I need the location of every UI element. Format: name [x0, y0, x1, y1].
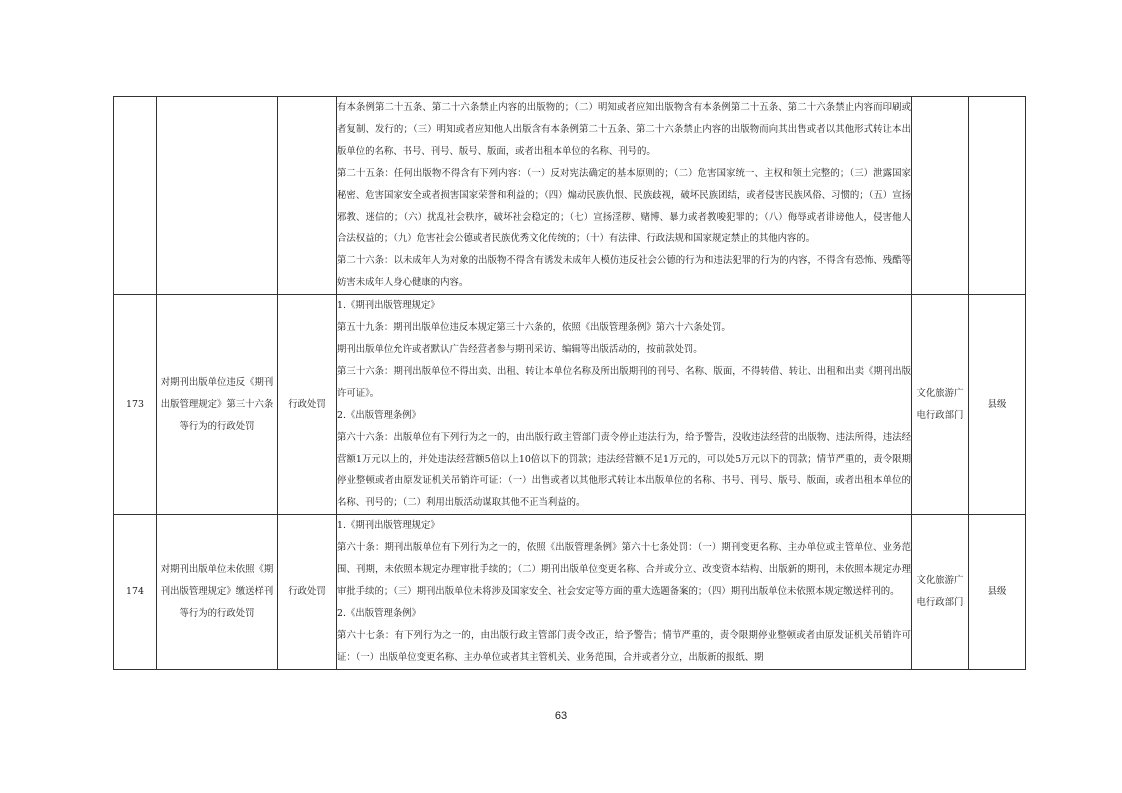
row-number-cell: 173	[114, 295, 157, 515]
legal-basis-paragraph: 第六十条：期刊出版单位有下列行为之一的，依照《出版管理条例》第六十七条处罚：（一）期刊变更名称、主办单位或主管单位、业务范围、刊期，未依照本规定办理审批手续的；（二）期刊出版单位变更名称、合并或分立、改变资本结构、出版新的期刊，未依照本规定办理审批手续的；（三）期刊出版单位未将涉及国家安全、社会安定等方面的重大选题备案的；（四）期刊出版单位未依照本规定缴送样刊的。	[337, 542, 911, 597]
item-name-cell	[157, 97, 278, 295]
level-cell: 县级	[969, 515, 1026, 669]
legal-basis-paragraph: 期刊出版单位允许或者默认广告经营者参与期刊采访、编辑等出版活动的，按前款处罚。	[337, 343, 703, 355]
legal-basis-paragraph: 第六十六条：出版单位有下列行为之一的，由出版行政主管部门责令停止违法行为，给予警告，没收违法经营的出版物、违法所得，违法经营额1万元以上的，并处违法经营额5倍以上10倍以下的罚款；违法经营额不足1万元的，可以处5万元以下的罚款；情节严重的，责令限期停业整顿或者由原发证机关吊销许可证：（一）出售或者以其他形式转让本出版单位的名称、书号、刊号、版号、版面，或者出租本单位的名称、刊号的；（二）利用出版活动谋取其他不正当利益的。	[337, 431, 911, 509]
legal-basis-paragraph: 第二十六条：以未成年人为对象的出版物不得含有诱发未成年人模仿违反社会公德的行为和违法犯罪的行为的内容，不得含有恐怖、残酷等妨害未成年人身心健康的内容。	[337, 255, 911, 289]
legal-basis-paragraph: 有本条例第二十五条、第二十六条禁止内容的出版物的；（二）明知或者应知出版物含有本条例第二十五条、第二十六条禁止内容而印刷或者复制、发行的；（三）明知或者应知他人出版含有本条例第二十五条、第二十六条禁止内容的出版物而向其出售或者以其他形式转让本出版单位的名称、书号、刊号、版号、版面，或者出租本单位的名称、刊号的。	[337, 102, 911, 157]
legal-basis-cell	[337, 515, 912, 669]
level-cell	[969, 97, 1026, 295]
legal-basis-cell	[337, 295, 912, 515]
legal-basis-paragraph: 1.《期刊出版管理规定》	[337, 300, 440, 312]
department-cell: 文化旅游广电行政部门	[912, 515, 969, 669]
power-type-cell	[278, 97, 337, 295]
item-name-cell: 对期刊出版单位违反《期刊出版管理规定》第三十六条等行为的行政处罚	[157, 295, 278, 515]
row-number-cell	[114, 97, 157, 295]
legal-basis-paragraph: 2.《出版管理条例》	[337, 409, 421, 421]
power-type-cell: 行政处罚	[278, 295, 337, 515]
legal-basis-paragraph: 第五十九条：期刊出版单位违反本规定第三十六条的，依照《出版管理条例》第六十六条处罚。	[337, 322, 731, 334]
level-cell: 县级	[969, 295, 1026, 515]
row-number-cell: 174	[114, 515, 157, 669]
table-row	[114, 515, 1026, 669]
legal-basis-paragraph: 2.《出版管理条例》	[337, 607, 421, 619]
department-cell	[912, 97, 969, 295]
legal-basis-paragraph: 第二十五条：任何出版物不得含有下列内容：（一）反对宪法确定的基本原则的；（二）危害国家统一、主权和领土完整的；（三）泄露国家秘密、危害国家安全或者损害国家荣誉和利益的；（四）煽动民族仇恨、民族歧视，破坏民族团结，或者侵害民族风俗、习惯的；（五）宣扬邪教、迷信的；（六）扰乱社会秩序，破坏社会稳定的；（七）宣扬淫秽、赌博、暴力或者教唆犯罪的；（八）侮辱或者诽谤他人，侵害他人合法权益的；（九）危害社会公德或者民族优秀文化传统的；（十）有法律、行政法规和国家规定禁止的其他内容的。	[337, 167, 911, 245]
legal-basis-paragraph: 第三十六条：期刊出版单位不得出卖、出租、转让本单位名称及所出版期刊的刊号、名称、版面，不得转借、转让、出租和出卖《期刊出版许可证》。	[337, 365, 911, 399]
page-number: 63	[554, 710, 568, 722]
table-row	[114, 295, 1026, 515]
legal-basis-cell	[337, 97, 912, 295]
power-type-cell: 行政处罚	[278, 515, 337, 669]
legal-basis-paragraph: 1.《期刊出版管理规定》	[337, 520, 440, 532]
regulation-table	[113, 96, 1026, 670]
department-cell: 文化旅游广电行政部门	[912, 295, 969, 515]
item-name-cell: 对期刊出版单位未依照《期刊出版管理规定》缴送样刊等行为的行政处罚	[157, 515, 278, 669]
legal-basis-paragraph: 第六十七条：有下列行为之一的，由出版行政主管部门责令改正，给予警告；情节严重的，责令限期停业整顿或者由原发证机关吊销许可证：（一）出版单位变更名称、主办单位或者其主管机关、业务范围，合并或者分立，出版新的报纸、期	[337, 629, 911, 663]
table-row	[114, 97, 1026, 295]
